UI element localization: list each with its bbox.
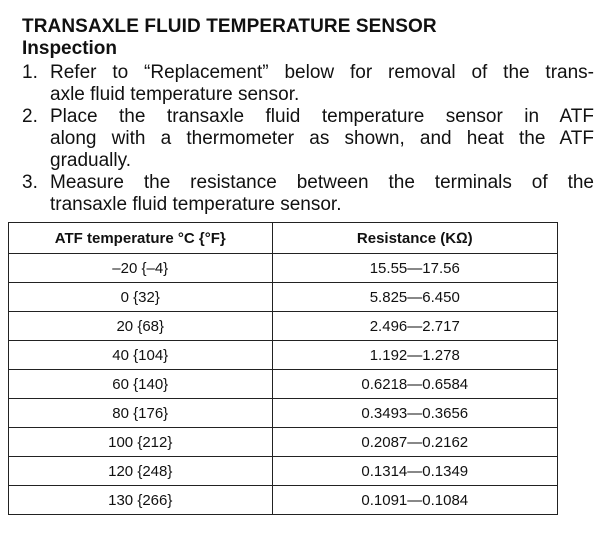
header-atf-temperature: ATF temperature °C {°F} — [9, 223, 273, 254]
temperature-cell: 120 {248} — [9, 457, 273, 486]
resistance-cell: 0.1091—0.1084 — [272, 486, 557, 515]
temperature-cell: –20 {–4} — [9, 254, 273, 283]
document-page — [22, 16, 594, 216]
resistance-cell: 1.192—1.278 — [272, 341, 557, 370]
table-row — [9, 399, 558, 428]
table-row — [9, 486, 558, 515]
temperature-cell: 60 {140} — [9, 370, 273, 399]
resistance-cell: 0.1314—0.1349 — [272, 457, 557, 486]
inspection-steps — [22, 62, 594, 216]
step-item — [22, 106, 594, 172]
resistance-cell: 0.6218—0.6584 — [272, 370, 557, 399]
temperature-cell: 0 {32} — [9, 283, 273, 312]
temperature-cell: 100 {212} — [9, 428, 273, 457]
resistance-cell: 2.496—2.717 — [272, 312, 557, 341]
step-number: 2. — [22, 106, 38, 127]
temperature-cell: 130 {266} — [9, 486, 273, 515]
section-subtitle: Inspection — [22, 38, 118, 59]
table-row — [9, 283, 558, 312]
resistance-cell: 5.825—6.450 — [272, 283, 557, 312]
step-line: axle fluid temperature sensor. — [50, 84, 300, 105]
resistance-cell: 0.3493—0.3656 — [272, 399, 557, 428]
table-row — [9, 254, 558, 283]
section-title: TRANSAXLE FLUID TEMPERATURE SENSOR — [22, 16, 437, 37]
step-line: along with a thermometer as shown, and heat the ATF — [50, 128, 594, 149]
resistance-table — [8, 222, 558, 515]
temperature-cell: 80 {176} — [9, 399, 273, 428]
step-text — [50, 62, 594, 106]
step-line: Measure the resistance between the terminals of the — [50, 172, 594, 193]
table-header-row — [9, 223, 558, 254]
step-number: 1. — [22, 62, 38, 83]
step-line: transaxle fluid temperature sensor. — [50, 194, 342, 215]
step-text — [50, 106, 594, 172]
step-line: gradually. — [50, 150, 131, 171]
step-number: 3. — [22, 172, 38, 193]
table-row — [9, 341, 558, 370]
resistance-cell: 15.55—17.56 — [272, 254, 557, 283]
table-row — [9, 312, 558, 341]
table-row — [9, 457, 558, 486]
step-line: Refer to “Replacement” below for removal of the trans- — [50, 62, 594, 83]
resistance-cell: 0.2087—0.2162 — [272, 428, 557, 457]
temperature-cell: 20 {68} — [9, 312, 273, 341]
step-text — [50, 172, 594, 216]
step-line: Place the transaxle fluid temperature sensor in ATF — [50, 106, 594, 127]
temperature-cell: 40 {104} — [9, 341, 273, 370]
step-item — [22, 172, 594, 216]
table-row — [9, 370, 558, 399]
header-resistance: Resistance (KΩ) — [272, 223, 557, 254]
table-row — [9, 428, 558, 457]
step-item — [22, 62, 594, 106]
